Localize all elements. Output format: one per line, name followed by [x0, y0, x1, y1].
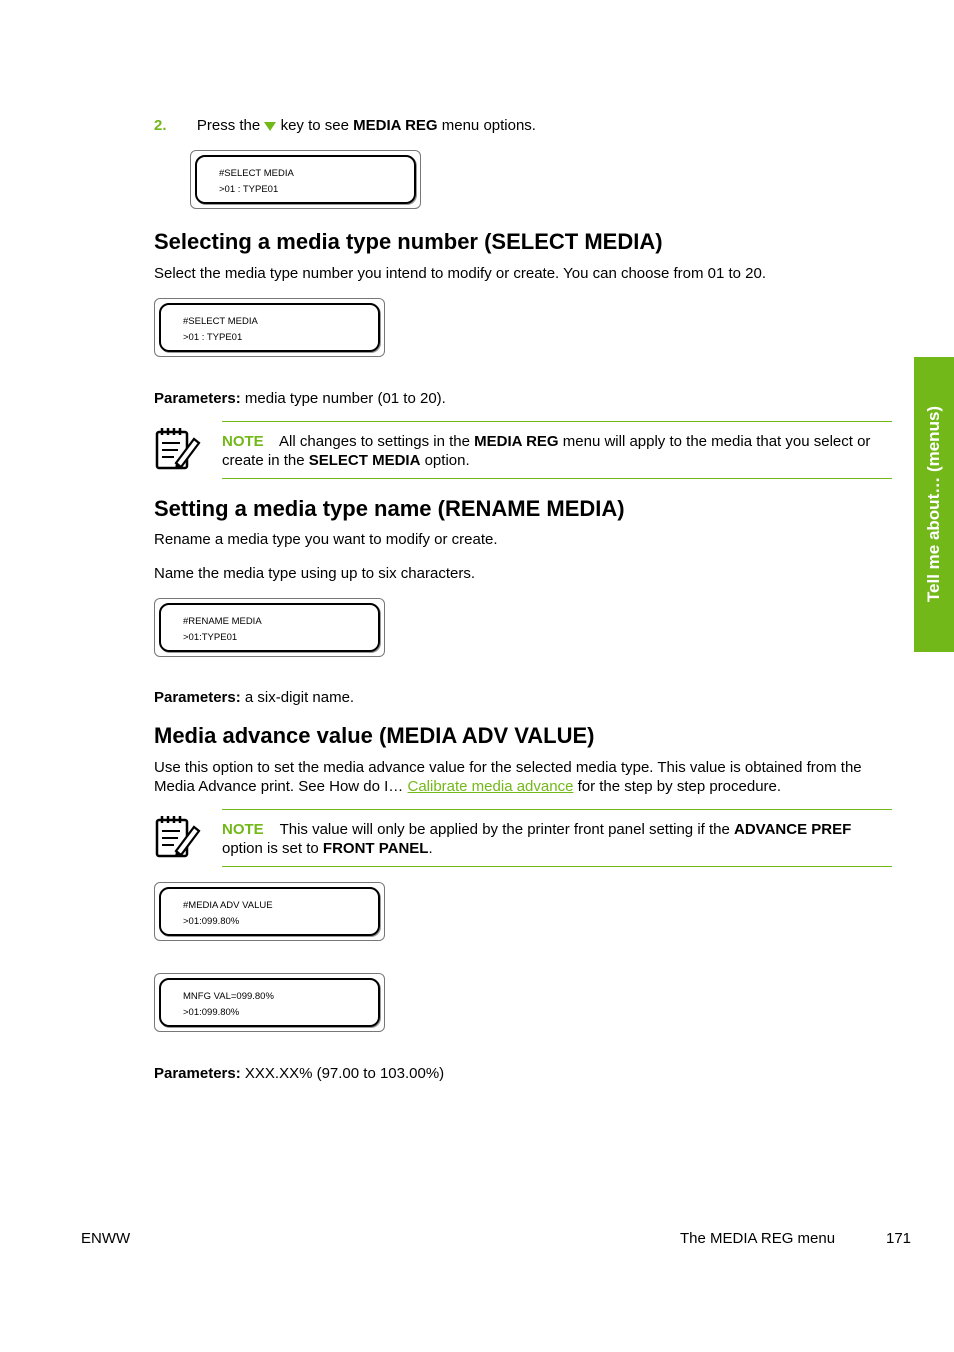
- lcd-display-rename-media: [154, 598, 385, 657]
- note-bold-2: FRONT PANEL: [322, 840, 429, 857]
- chapter-side-tab-label: Tell me about… (menus): [924, 405, 943, 603]
- notepad-pencil-icon: [154, 425, 202, 473]
- lcd-line-2: >01 : TYPE01: [219, 184, 279, 195]
- note-rule-top: [222, 421, 892, 422]
- note-text-1: This value will only be applied by the printer front panel setting if the: [279, 821, 730, 838]
- parameters-label: Parameters:: [154, 689, 241, 706]
- lcd-line-2: >01 : TYPE01: [183, 332, 243, 343]
- note-text-2: menu will apply to the media that you select or create in the: [222, 433, 871, 469]
- lcd-screen: [159, 303, 380, 352]
- lcd-screen: [195, 155, 416, 204]
- footer-section-title: The MEDIA REG menu: [680, 1230, 836, 1247]
- parameters-label: Parameters:: [154, 1065, 241, 1082]
- down-triangle-icon: [264, 121, 276, 131]
- parameters-line: [154, 1064, 444, 1083]
- note-text-3: .: [428, 840, 433, 857]
- footer-page-number: 171: [886, 1230, 912, 1247]
- lcd-line-2: >01:099.80%: [183, 916, 240, 927]
- step-text-pre: Press the: [196, 117, 261, 134]
- note-bold-1: MEDIA REG: [474, 433, 559, 450]
- paragraph-text-pre: Use this option to set the media advance value for the selected media type. This value is obtained from the Media Advance print. See How do I…: [154, 759, 862, 795]
- lcd-line-1: #SELECT MEDIA: [183, 316, 258, 327]
- lcd-line-1: MNFG VAL=099.80%: [183, 991, 274, 1002]
- step-2: [154, 116, 536, 135]
- chapter-side-tab[interactable]: [914, 357, 954, 652]
- lcd-screen: [159, 603, 380, 652]
- section-heading-media-adv-value: Media advance value (MEDIA ADV VALUE): [154, 723, 595, 748]
- lcd-display-select-media-1: [190, 150, 421, 209]
- lcd-display-media-adv-value: [154, 882, 385, 941]
- lcd-line-1: #RENAME MEDIA: [183, 616, 262, 627]
- lcd-display-select-media-2: [154, 298, 385, 357]
- parameters-value: media type number (01 to 20).: [244, 390, 446, 407]
- step-number: 2.: [154, 117, 167, 134]
- step-text-mid: key to see: [280, 117, 349, 134]
- note-bold-1: ADVANCE PREF: [734, 821, 852, 838]
- parameters-line: [154, 389, 446, 408]
- calibrate-media-advance-link[interactable]: Calibrate media advance: [407, 778, 574, 795]
- section-paragraph-2: Name the media type using up to six characters.: [154, 565, 475, 582]
- lcd-line-2: >01:099.80%: [183, 1007, 240, 1018]
- parameters-line: [154, 688, 354, 707]
- lcd-screen: [159, 978, 380, 1027]
- note-advance-pref: [222, 820, 894, 858]
- lcd-screen: [159, 887, 380, 936]
- note-text-1: All changes to settings in the: [279, 433, 470, 450]
- note-rule-bottom: [222, 478, 892, 479]
- section-heading-select-media: Selecting a media type number (SELECT MEDIA): [154, 229, 663, 254]
- parameters-value: XXX.XX% (97.00 to 103.00%): [244, 1065, 445, 1082]
- step-text-post: menu options.: [441, 117, 536, 134]
- note-text-3: option.: [424, 452, 470, 469]
- parameters-label: Parameters:: [154, 390, 241, 407]
- note-text-2: option is set to: [222, 840, 319, 857]
- section-paragraph: [154, 758, 894, 796]
- parameters-value: a six-digit name.: [244, 689, 355, 706]
- lcd-line-1: #MEDIA ADV VALUE: [183, 900, 273, 911]
- note-rule-top: [222, 809, 892, 810]
- notepad-pencil-icon: [154, 813, 202, 861]
- note-rule-bottom: [222, 866, 892, 867]
- footer-left: ENWW: [81, 1230, 131, 1247]
- lcd-line-2: >01:TYPE01: [183, 632, 238, 643]
- lcd-display-mnfg-val: [154, 973, 385, 1032]
- step-text-bold: MEDIA REG: [353, 117, 438, 134]
- note-select-media: [222, 432, 894, 470]
- note-label: NOTE: [222, 821, 264, 838]
- paragraph-text-post: for the step by step procedure.: [577, 778, 782, 795]
- note-label: NOTE: [222, 433, 264, 450]
- section-paragraph-1: Rename a media type you want to modify or create.: [154, 531, 498, 548]
- section-paragraph: Select the media type number you intend to modify or create. You can choose from 01 to 20.: [154, 265, 767, 282]
- section-heading-rename-media: Setting a media type name (RENAME MEDIA): [154, 496, 625, 521]
- lcd-line-1: #SELECT MEDIA: [219, 168, 294, 179]
- note-bold-2: SELECT MEDIA: [308, 452, 421, 469]
